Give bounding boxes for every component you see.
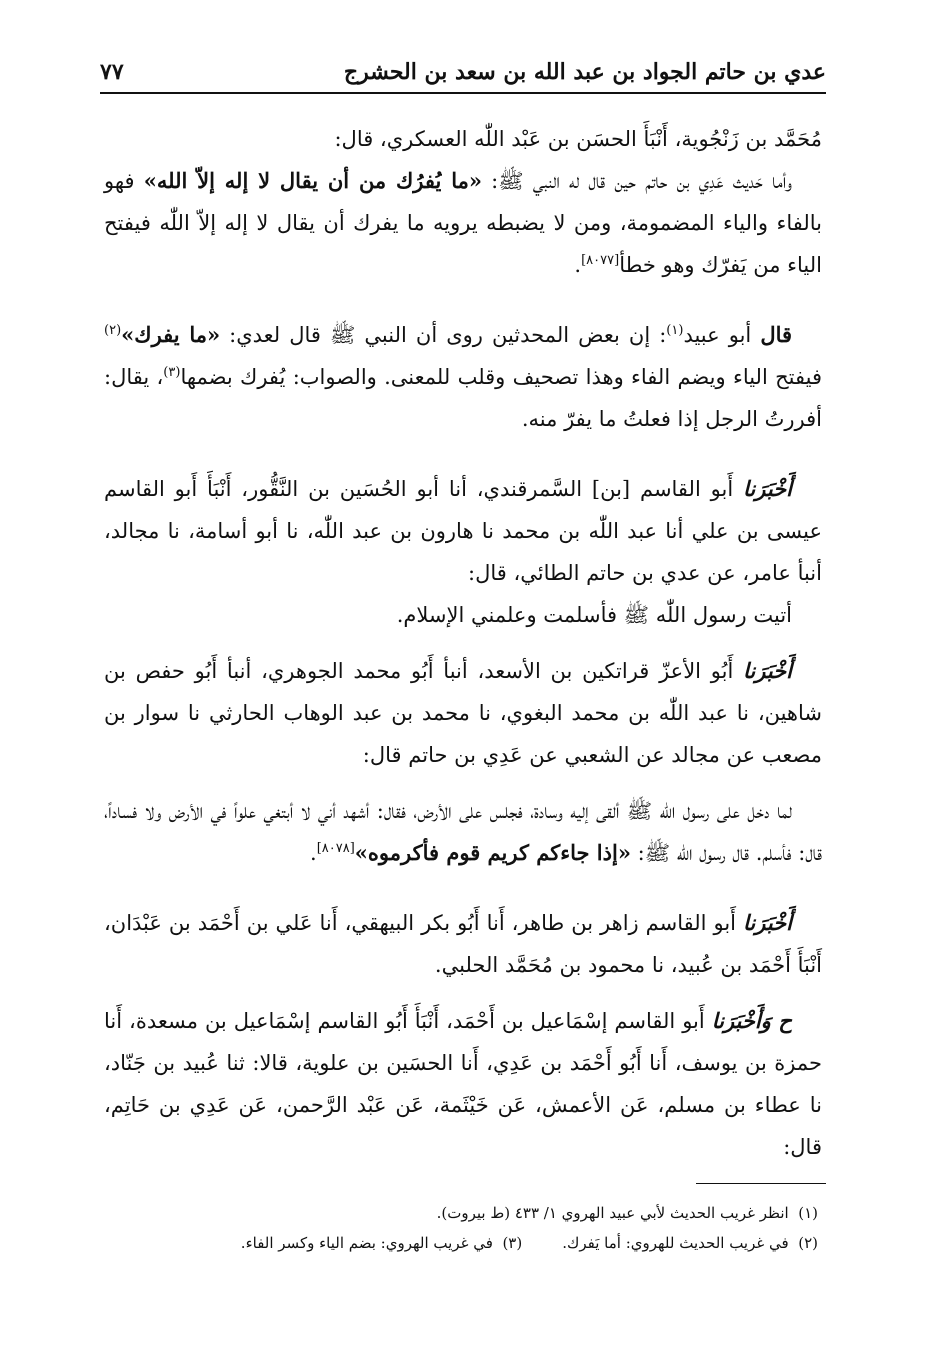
paragraph-1-text: مُحَمَّد بن زَنْجُوية، أَنْبَأَ الحسَن بن عَبْد اللّٰه العسكري، قال: [334,127,822,151]
paragraph-3 [104,314,822,440]
paragraph-4 [104,468,822,594]
paragraph-2-text-b: فهو بالفاء والياء المضمومة، ومن لا يضبطه يرويه ما يفرك أن يقال لا إله إلاّ اللّٰه فيفتح الياء من يَفرّك وهو خطأ [104,169,822,277]
paragraph-1 [104,118,822,160]
footnote-marker-3: (٣) [163,365,181,380]
footnote-row-2 [100,1228,818,1258]
paragraph-5-text: أتيت رسول اللّٰه ﷺ فأسلمت وعلمني الإسلام. [396,603,792,627]
header-title: عدي بن حاتم الجواد بن عبد الله بن سعد بن الحشرج [343,59,826,85]
footnote-separator [696,1183,826,1184]
hadith-quote-3: «إذا جاءكم كريم قوم فأكرموه» [354,840,631,865]
paragraph-6 [104,650,822,776]
paragraph-4-text: أَبو القاسم [بن] السَّمرقندي، أنا أبو الحُسَين بن النَّقُّور، أَنْبَأَ أَبو القاسم عيسى بن علي أنا عبد اللّٰه بن محمد نا هارون بن عبد اللّٰه، نا أبو أسامة، نا مجالد، أنبأ عامر، عن عدي بن حاتم الطائي، قال: [104,477,822,585]
footnote-2-number: (٢) [798,1234,818,1252]
footnote-1 [437,1198,818,1228]
paragraph-2-end: . [574,253,582,277]
paragraph-3-lead: قال [760,322,793,347]
footnote-3-number: (٣) [502,1234,523,1252]
footnote-marker-2: (٢) [104,323,122,338]
paragraph-3-text-d: ، يقال: أفررتُ الرجل إذا فعلتُ ما يفرّ منه. [104,365,822,431]
paragraph-9-text: أَبو القاسم إسْمَاعيل بن أَحْمَد، أَنْبَأَ أَبُو القاسم إسْمَاعيل بن مسعدة، أَنا حمزة بن يوسف، أَنا أَبُو أَحْمَد بن عَدِي، أَنا الحسَين بن علوية، قالا: ثنا عُبيد بن جَنّاد، نا عطاء بن مسلم، عَن الأعمش، عَن خَيْثَمة، عَن عَبْد الرَّحمن، عَن عَدِي بن حَاتِم، قال: [104,1009,822,1159]
paragraph-9 [104,1000,822,1168]
footnote-1-text: انظر غريب الحديث لأبي عبيد الهروي ١/ ٤٣٣ (ط بيروت). [436,1204,789,1222]
reference-number-8078: [٨٠٧٨] [316,841,355,856]
paragraph-2-text-a: وأما حَديث عَدِي بن حاتم حين قال له النبي ﷺ: [481,169,792,193]
footnote-3-text: في غريب الهروي: بضم الياء وكسر الفاء. [240,1234,493,1252]
paragraph-8 [104,902,822,986]
footnote-2-text: في غريب الحديث للهروي: أما يَفرك. [562,1234,789,1252]
paragraph-6-text: أَبُو الأعزّ قراتكين بن الأسعد، أنبأ أَبُو محمد الجوهري، أنبأ أَبُو حفص بن شاهين، نا عبد اللّٰه بن محمد البغوي، نا محمد بن عبد الوهاب الحارثي نا سوار بن مصعب عن مجالد عن الشعبي عن عَدِي بن حاتم قال: [104,659,822,767]
footnote-1-number: (١) [798,1204,818,1222]
paragraph-3-text-c: فيفتح الياء ويضم الفاء وهذا تصحيف وقلب للمعنى. والصواب: يُفرك بضمها [180,365,822,389]
reference-number-8077: [٨٠٧٧] [581,253,620,268]
paragraph-5 [104,594,822,636]
page-number: ٧٧ [100,59,124,85]
isnad-lead-akhbarana-3: أَخْبَرَنا [743,910,792,935]
paragraph-7-end: . [310,841,317,865]
hadith-quote-1: «ما يُفرُك من أن يقال لا إله إلاّ الله» [143,168,482,193]
isnad-lead-akhbarana-1: أَخْبَرَنا [743,476,792,501]
paragraph-7 [104,790,822,874]
footnotes [100,1198,818,1258]
hadith-quote-2: «ما يفرك» [121,322,221,347]
footnote-2 [562,1228,818,1258]
footnote-row-1 [100,1198,818,1228]
paragraph-3-text-b: : إن بعض المحدثين روى أن النبي ﷺ قال لعدي: [220,323,667,347]
paragraph-8-text: أَبو القاسم زاهر بن طاهر، أَنا أَبُو بكر البيهقي، أَنا عَلي بن أَحْمَد بن عَبْدَان، أَنْبَأَ أَحْمَد بن عُبيد، نا محمود بن مُحَمَّد الحلبي. [104,911,822,977]
footnote-marker-1: (١) [666,323,684,338]
isnad-lead-akhbarana-2: أَخْبَرَنا [743,658,792,683]
paragraph-7-text-a: لما دخل على رسول اللّٰه ﷺ ألقى إليه وسادة، فجلس على الأرض، فقال: أشهد أني لا أبتغي علواً في الأرض ولا فساداً، قال: فأسلم. قال رسول اللّٰه ﷺ: [104,799,822,865]
footnote-3 [241,1228,522,1258]
paragraph-2 [104,160,822,286]
isnad-lead-wa-akhbarana: ح وَأَخْبَرَنا [711,1008,792,1033]
main-text [104,118,822,1168]
running-header [100,52,826,94]
paragraph-3-text-a: أبو عبيد [683,323,761,347]
